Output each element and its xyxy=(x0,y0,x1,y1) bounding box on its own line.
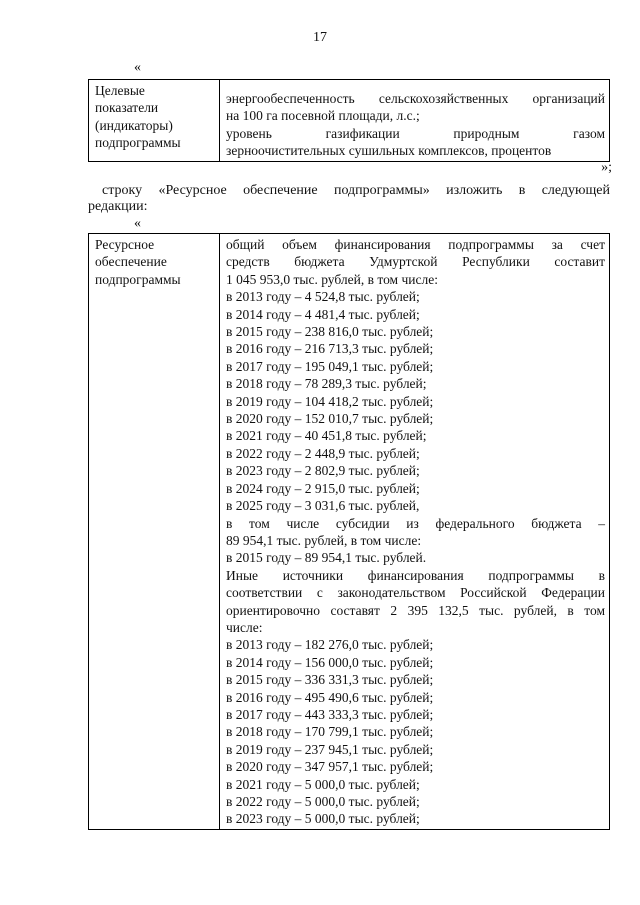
other-year-line: в 2014 году – 156 000,0 тыс. рублей; xyxy=(226,654,434,670)
budget-year-line: в 2015 году – 238 816,0 тыс. рублей; xyxy=(226,324,434,340)
budget-year-line: в 2017 году – 195 049,1 тыс. рублей; xyxy=(226,358,434,374)
label-line: показатели xyxy=(95,100,159,116)
text-line: зерноочистительных сушильных комплексов, процентов xyxy=(226,143,552,159)
other-year-line: в 2022 году – 5 000,0 тыс. рублей; xyxy=(226,794,420,809)
label-line: Целевые xyxy=(95,83,145,98)
label-line: подпрограммы xyxy=(95,271,181,287)
other-year-line: в 2015 году – 336 331,3 тыс. рублей; xyxy=(226,672,434,688)
other-year-line: в 2018 году – 170 799,1 тыс. рублей; xyxy=(226,724,434,740)
resource-provision-label xyxy=(89,234,220,830)
other-year-line: в 2019 году – 237 945,1 тыс. рублей; xyxy=(226,741,434,757)
other-year-line: в 2020 году – 347 957,1 тыс. рублей; xyxy=(226,759,434,775)
budget-year-line: в 2018 году – 78 289,3 тыс. рублей; xyxy=(226,376,427,392)
other-year-line: в 2017 году – 443 333,3 тыс. рублей; xyxy=(226,706,434,722)
budget-year-line: в 2019 году – 104 418,2 тыс. рублей; xyxy=(226,393,434,409)
label-line: обеспечение xyxy=(95,254,167,270)
text-line: энергообеспеченность сельскохозяйственных организаций xyxy=(226,91,605,106)
other-sources-line: соответствии с законодательством Российской Федерации xyxy=(226,585,605,601)
budget-year-line: в 2014 году – 4 481,4 тыс. рублей; xyxy=(226,306,420,322)
label-line: Ресурсное xyxy=(95,237,155,252)
open-quote-1: « xyxy=(134,60,141,75)
budget-year-line: в 2025 году – 3 031,6 тыс. рублей, xyxy=(226,498,420,514)
instruction-line-2: редакции: xyxy=(88,199,148,214)
budget-year-line: в 2021 году – 40 451,8 тыс. рублей; xyxy=(226,428,427,444)
other-sources-line: ориентировочно составят 2 395 132,5 тыс. рублей, в том xyxy=(226,602,605,618)
text-line: средств бюджета Удмуртской Республики составит xyxy=(226,254,605,270)
close-quote: »; xyxy=(601,160,612,175)
label-line: (индикаторы) xyxy=(95,117,173,133)
federal-line: в 2015 году – 89 954,1 тыс. рублей. xyxy=(226,550,427,566)
budget-year-line: в 2016 году – 216 713,3 тыс. рублей; xyxy=(226,341,434,357)
label-line: подпрограммы xyxy=(95,135,181,151)
open-quote-2: « xyxy=(134,216,141,231)
resource-provision-content xyxy=(220,234,610,830)
instruction-line-1: строку «Ресурсное обеспечение подпрограммы» изложить в следующей xyxy=(102,183,610,198)
budget-year-line: в 2020 году – 152 010,7 тыс. рублей; xyxy=(226,411,434,427)
other-sources-line: Иные источники финансирования подпрограммы в xyxy=(226,567,605,583)
budget-year-line: в 2013 году – 4 524,8 тыс. рублей; xyxy=(226,289,420,305)
resource-provision-table xyxy=(88,233,610,830)
target-indicators-label xyxy=(89,80,220,162)
budget-year-line: в 2024 году – 2 915,0 тыс. рублей; xyxy=(226,480,420,496)
other-year-line: в 2013 году – 182 276,0 тыс. рублей; xyxy=(226,637,434,653)
text-line: уровень газификации природным газом xyxy=(226,125,605,141)
text-line: на 100 га посевной площади, л.с.; xyxy=(226,108,420,124)
budget-year-line: в 2022 году – 2 448,9 тыс. рублей; xyxy=(226,445,420,461)
target-indicators-table xyxy=(88,79,610,162)
other-sources-line: числе: xyxy=(226,619,263,635)
budget-year-line: в 2023 году – 2 802,9 тыс. рублей; xyxy=(226,463,420,479)
text-line: общий объем финансирования подпрограммы за счет xyxy=(226,237,605,252)
federal-line: в том числе субсидии из федерального бюджета – xyxy=(226,515,605,531)
other-year-line: в 2016 году – 495 490,6 тыс. рублей; xyxy=(226,689,434,705)
other-year-line: в 2023 году – 5 000,0 тыс. рублей; xyxy=(226,811,420,827)
other-year-line: в 2021 году – 5 000,0 тыс. рублей; xyxy=(226,776,420,792)
text-line: 1 045 953,0 тыс. рублей, в том числе: xyxy=(226,271,438,287)
target-indicators-content xyxy=(220,80,610,162)
page-number: 17 xyxy=(313,30,327,45)
federal-line: 89 954,1 тыс. рублей, в том числе: xyxy=(226,532,422,548)
